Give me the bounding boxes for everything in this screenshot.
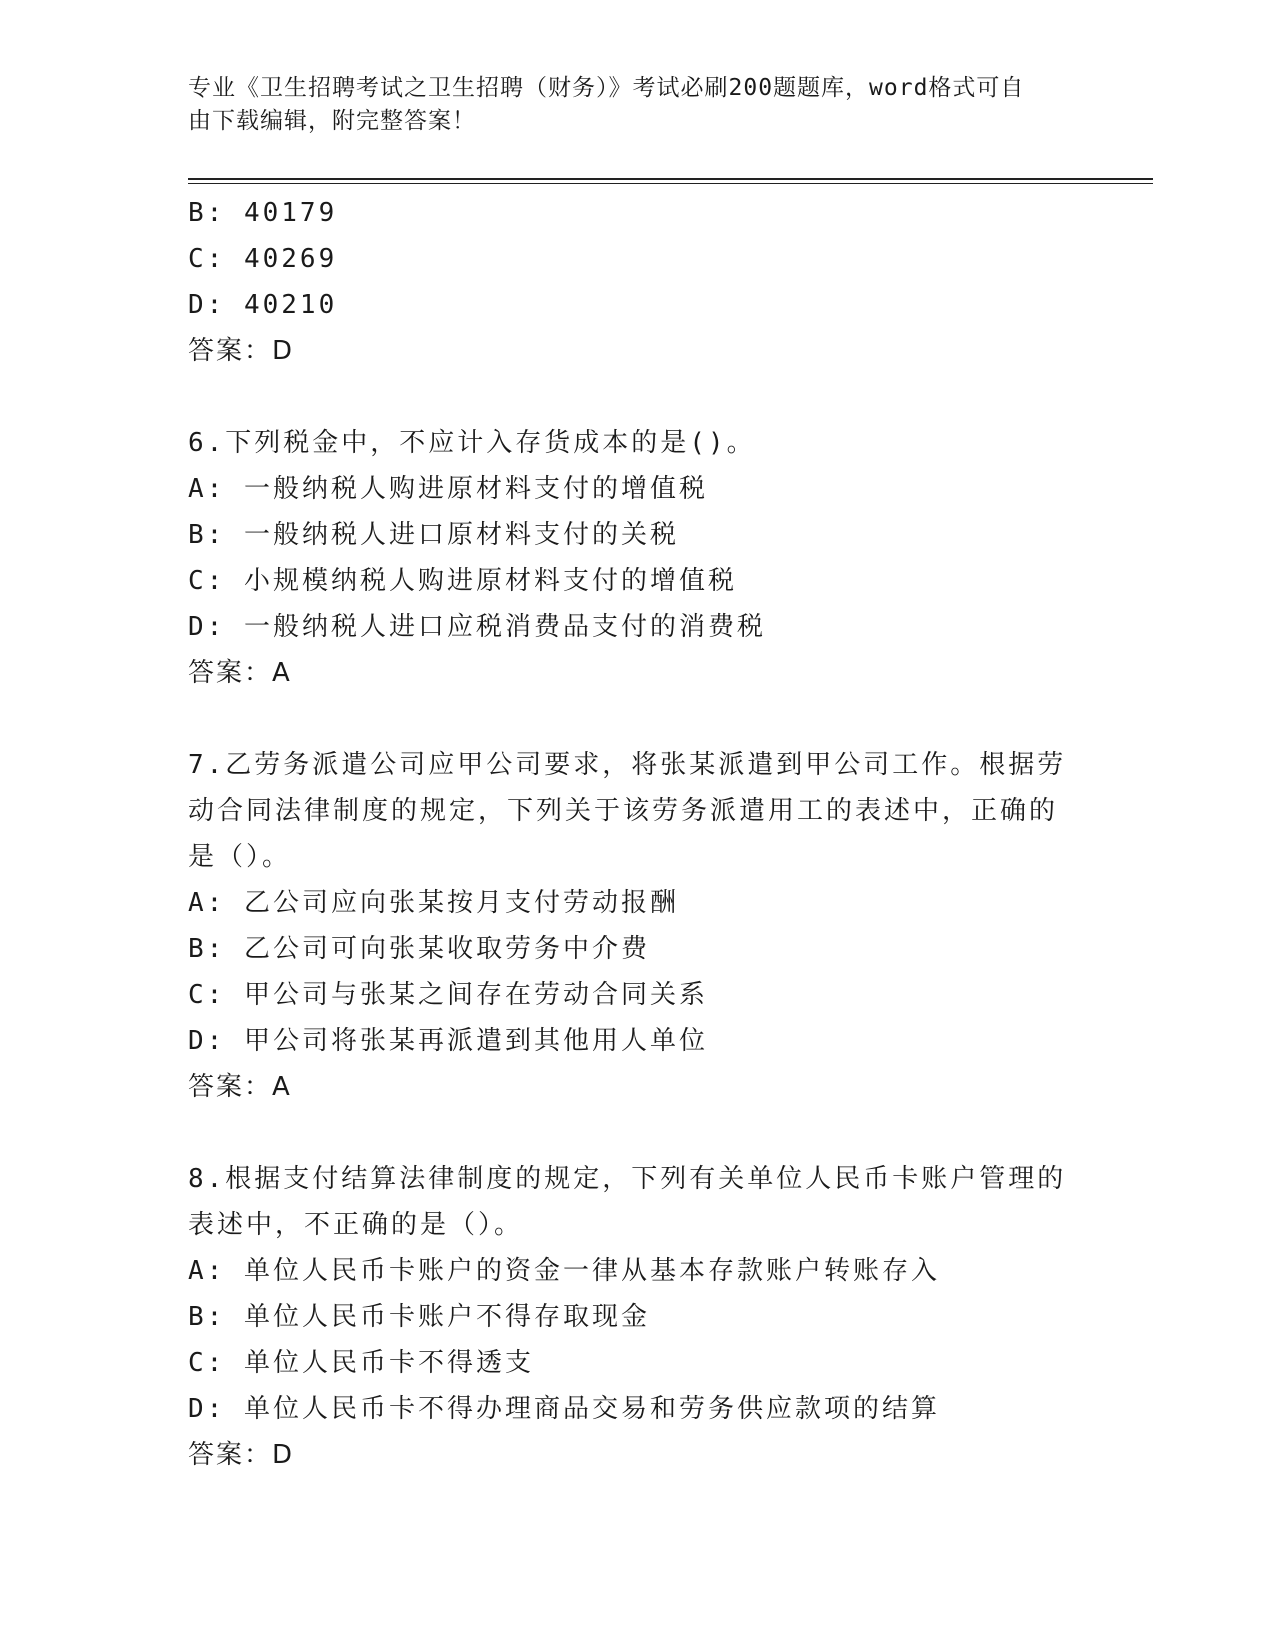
header-divider-thick (188, 178, 1153, 180)
option-a: A: 单位人民币卡账户的资金一律从基本存款账户转账存入 (188, 1256, 940, 1286)
question-stem-line-1: 7.乙劳务派遣公司应甲公司要求，将张某派遣到甲公司工作。根据劳 (188, 750, 1067, 780)
option-c: C: 单位人民币卡不得透支 (188, 1348, 534, 1378)
option-b: B: 乙公司可向张某收取劳务中介费 (188, 934, 650, 964)
question-6 (188, 420, 1068, 696)
question-stem-line-3: 是（）。 (188, 842, 292, 872)
question-8 (188, 1156, 1068, 1478)
option-b: B: 单位人民币卡账户不得存取现金 (188, 1302, 650, 1332)
option-b: B: 一般纳税人进口原材料支付的关税 (188, 520, 679, 550)
option-b: B: 40179 (188, 198, 338, 228)
question-stem: 6.下列税金中，不应计入存货成本的是()。 (188, 428, 756, 458)
header-line-1: 专业《卫生招聘考试之卫生招聘（财务）》考试必刷200题题库，word格式可自 (188, 75, 1025, 101)
question-7 (188, 742, 1068, 1110)
question-stem-line-1: 8.根据支付结算法律制度的规定，下列有关单位人民币卡账户管理的 (188, 1164, 1067, 1194)
question-content (188, 190, 1068, 1478)
option-c: C: 40269 (188, 244, 338, 274)
header-divider-thin (188, 183, 1153, 184)
answer-line: 答案：A (188, 658, 292, 688)
option-c: C: 甲公司与张某之间存在劳动合同关系 (188, 980, 708, 1010)
header-line-2: 由下载编辑，附完整答案！ (188, 108, 476, 134)
question-stem-line-2: 动合同法律制度的规定，下列关于该劳务派遣用工的表述中，正确的 (188, 796, 1059, 826)
answer-line: 答案：D (188, 1440, 295, 1470)
question-stem-line-2: 表述中，不正确的是（）。 (188, 1210, 524, 1240)
question-5-tail (188, 190, 1068, 374)
option-d: D: 一般纳税人进口应税消费品支付的消费税 (188, 612, 766, 642)
option-c: C: 小规模纳税人购进原材料支付的增值税 (188, 566, 737, 596)
option-a: A: 一般纳税人购进原材料支付的增值税 (188, 474, 708, 504)
option-a: A: 乙公司应向张某按月支付劳动报酬 (188, 888, 679, 918)
document-header (188, 72, 1068, 138)
answer-line: 答案：A (188, 1072, 292, 1102)
option-d: D: 40210 (188, 290, 338, 320)
answer-line: 答案：D (188, 336, 295, 366)
option-d: D: 甲公司将张某再派遣到其他用人单位 (188, 1026, 708, 1056)
option-d: D: 单位人民币卡不得办理商品交易和劳务供应款项的结算 (188, 1394, 940, 1424)
